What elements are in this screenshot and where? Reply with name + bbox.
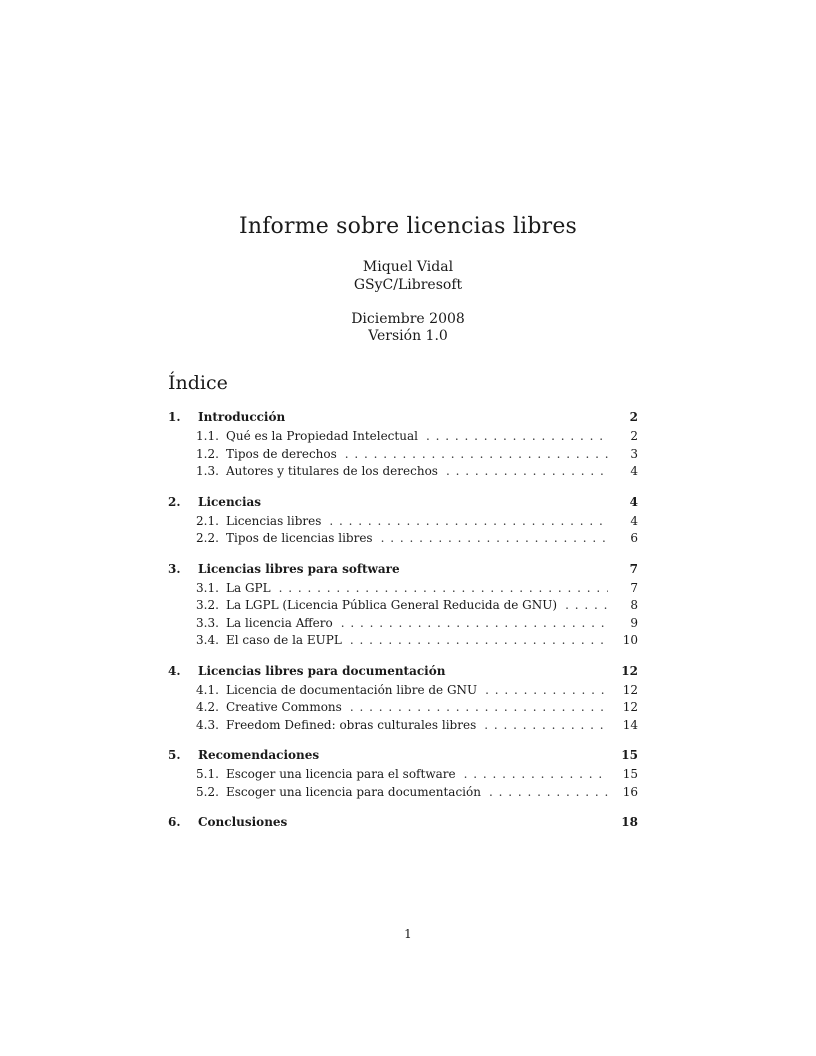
toc-subsection-number: 4.1. — [196, 682, 219, 697]
toc-section — [168, 410, 638, 482]
toc-subsection-title: La LGPL (Licencia Pública General Reducida de GNU) — [226, 598, 558, 612]
toc-section-entry[interactable] — [168, 748, 638, 767]
toc-subsection-page: 16 — [622, 784, 638, 799]
table-of-contents — [168, 410, 638, 847]
toc-subsection-number: 3.2. — [196, 598, 219, 612]
toc-subsection-number: 5.2. — [196, 784, 219, 799]
toc-subsection-page: 12 — [622, 682, 638, 697]
toc-section-page: 18 — [621, 815, 638, 829]
toc-subsection-entry[interactable] — [168, 633, 638, 651]
toc-subsection-title: Licencia de documentación libre de GNU — [226, 682, 478, 697]
toc-section — [168, 562, 638, 651]
toc-dot-leader — [485, 683, 608, 697]
toc-section-number: 1. — [168, 410, 181, 424]
author-affiliation: GSyC/Libresoft — [353, 277, 463, 293]
toc-dot-leader — [329, 514, 608, 528]
toc-section-entry[interactable] — [168, 664, 638, 683]
toc-subsection-number: 1.3. — [196, 464, 219, 478]
toc-subsection-page: 4 — [630, 513, 638, 528]
toc-subsection-title: El caso de la EUPL — [226, 633, 342, 647]
toc-subsection-title: Licencias libres — [226, 513, 322, 528]
toc-subsection-page: 10 — [622, 633, 638, 647]
toc-section — [168, 495, 638, 549]
toc-subsection-number: 2.1. — [196, 513, 219, 528]
toc-section-page: 15 — [621, 748, 638, 762]
toc-section-page: 12 — [621, 663, 638, 678]
toc-subsection-entry[interactable] — [168, 785, 638, 803]
document-date: Diciembre 2008 — [351, 311, 465, 327]
toc-subsection-title: Autores y titulares de los derechos — [226, 464, 438, 478]
toc-subsection-entry[interactable] — [168, 531, 638, 549]
toc-section-page: 2 — [629, 410, 638, 424]
toc-subsection-number: 1.1. — [196, 429, 219, 443]
toc-subsection-entry[interactable] — [168, 718, 638, 736]
toc-section-title: Licencias libres para documentación — [198, 663, 446, 678]
toc-section-title: Introducción — [198, 410, 286, 424]
toc-subsection-page: 15 — [622, 767, 638, 781]
toc-section-title: Recomendaciones — [198, 748, 320, 762]
toc-dot-leader — [381, 531, 608, 545]
toc-subsection-number: 5.1. — [196, 767, 219, 781]
toc-section-title: Licencias libres para software — [198, 561, 400, 576]
toc-section-entry[interactable] — [168, 410, 638, 429]
toc-section-entry[interactable] — [168, 495, 638, 514]
toc-subsection-entry[interactable] — [168, 581, 638, 599]
toc-subsection-page: 8 — [630, 598, 638, 612]
toc-subsection-title: La licencia Affero — [226, 615, 333, 630]
toc-heading: Índice — [168, 372, 228, 394]
toc-subsection-entry[interactable] — [168, 447, 638, 465]
toc-dot-leader — [484, 718, 608, 732]
toc-dot-leader — [350, 633, 608, 647]
toc-section — [168, 815, 638, 834]
toc-subsection-page: 12 — [622, 700, 638, 714]
toc-subsection-title: La GPL — [226, 580, 271, 595]
toc-subsection-number: 4.3. — [196, 717, 219, 732]
toc-subsection-page: 3 — [630, 446, 638, 461]
toc-section — [168, 664, 638, 736]
toc-subsection-title: Escoger una licencia para documentación — [226, 784, 481, 799]
toc-subsection-number: 3.3. — [196, 615, 219, 630]
page-number: 1 — [404, 927, 412, 941]
toc-subsection-number: 3.4. — [196, 633, 219, 647]
toc-subsection-page: 6 — [630, 531, 638, 545]
toc-dot-leader — [464, 767, 608, 781]
author-name: Miquel Vidal — [362, 259, 454, 275]
toc-subsection-page: 2 — [630, 429, 638, 443]
toc-subsection-page: 9 — [630, 615, 638, 630]
toc-section-number: 3. — [168, 561, 181, 576]
toc-section-number: 6. — [168, 815, 181, 829]
document-title: Informe sobre licencias libres — [238, 214, 578, 239]
toc-subsection-title: Tipos de derechos — [226, 446, 337, 461]
toc-dot-leader — [350, 700, 608, 714]
toc-subsection-number: 4.2. — [196, 700, 219, 714]
toc-section-title: Conclusiones — [198, 815, 288, 829]
toc-subsection-entry[interactable] — [168, 700, 638, 718]
toc-subsection-entry[interactable] — [168, 616, 638, 634]
toc-subsection-title: Qué es la Propiedad Intelectual — [226, 429, 418, 443]
toc-subsection-number: 3.1. — [196, 580, 219, 595]
toc-section-page: 4 — [629, 494, 638, 509]
document-version: Versión 1.0 — [368, 328, 448, 344]
toc-dot-leader — [565, 598, 608, 612]
toc-subsection-entry[interactable] — [168, 683, 638, 701]
toc-section — [168, 748, 638, 802]
toc-section-number: 5. — [168, 748, 181, 762]
toc-subsection-title: Freedom Defined: obras culturales libres — [226, 717, 477, 732]
toc-dot-leader — [489, 785, 608, 799]
toc-section-number: 4. — [168, 663, 181, 678]
toc-subsection-page: 4 — [630, 464, 638, 478]
toc-subsection-entry[interactable] — [168, 514, 638, 532]
toc-subsection-number: 1.2. — [196, 446, 219, 461]
toc-subsection-entry[interactable] — [168, 464, 638, 482]
toc-section-entry[interactable] — [168, 815, 638, 834]
toc-subsection-entry[interactable] — [168, 598, 638, 616]
toc-section-entry[interactable] — [168, 562, 638, 581]
toc-subsection-page: 14 — [622, 717, 638, 732]
toc-dot-leader — [279, 581, 608, 595]
toc-subsection-title: Tipos de licencias libres — [226, 531, 373, 545]
toc-section-page: 7 — [629, 561, 638, 576]
toc-subsection-page: 7 — [630, 580, 638, 595]
toc-subsection-entry[interactable] — [168, 429, 638, 447]
toc-dot-leader — [345, 447, 608, 461]
toc-section-number: 2. — [168, 494, 181, 509]
toc-subsection-title: Creative Commons — [226, 700, 342, 714]
toc-section-title: Licencias — [198, 494, 262, 509]
toc-subsection-title: Escoger una licencia para el software — [226, 767, 456, 781]
toc-dot-leader — [446, 464, 608, 478]
toc-dot-leader — [426, 429, 608, 443]
toc-subsection-number: 2.2. — [196, 531, 219, 545]
toc-subsection-entry[interactable] — [168, 767, 638, 785]
toc-dot-leader — [341, 616, 608, 630]
